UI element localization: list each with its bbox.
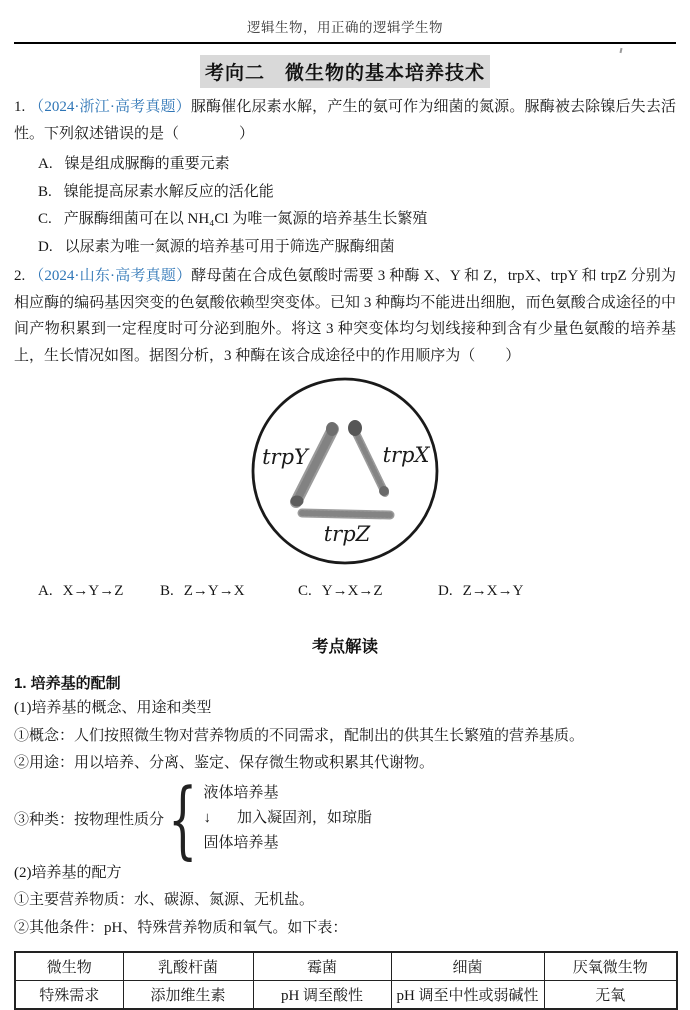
cell-anaerobe: 厌氧微生物 (544, 952, 677, 981)
label-trpY: trpY (262, 445, 308, 469)
option-text: X→Y→Z (62, 583, 124, 599)
question-1-option-a (38, 151, 676, 179)
item-usage: ②用途：用以培养、分离、鉴定、保存微生物或积累其代谢物。 (14, 755, 435, 771)
item-concept-types: (1)培养基的概念、用途和类型 (14, 700, 212, 716)
question-1-option-b (38, 179, 676, 207)
question-1-options (38, 151, 676, 261)
cell-bacteria: 细菌 (391, 952, 544, 981)
option-text: Y→X→Z (321, 583, 383, 599)
question-2-option-c (298, 578, 438, 605)
types-label: ③种类：按物理性质分 (14, 812, 165, 828)
question-2-text: 酵母菌在合成色氨酸时需要 3 种酶 X、Y 和 Z，trpX、trpY 和 trpZ 分别为相应酶的编码基因突变的色氨酸依赖型突变体。已知 3 种酶均不能进出细胞，而色氨酸合成途径的中间产物积累到一定程度时可分泌到胞外。将这 3 种突变体均匀划线接种到含有少量色氨酸的培养基上，生长情况如图。据图分析，3 种酶在该合成途径中的作用顺序为（ ） (14, 268, 676, 364)
question-1-text: 脲酶催化尿素水解，产生的氨可作为细菌的氮源。脲酶被去除镍后失去活性。下列叙述错误的是（ ） (14, 99, 676, 142)
item-other-conditions: ②其他条件：pH、特殊营养物质和氧气。如下表： (14, 919, 348, 936)
question-2-option-a (38, 578, 160, 605)
cell-requirement-header: 特殊需求 (15, 981, 123, 1010)
cell-add-vitamins: 添加维生素 (123, 981, 253, 1010)
option-text: Z→X→Y (462, 583, 524, 599)
section-heading-exam-points: 考点解读 (312, 638, 378, 656)
option-letter: D. (38, 238, 53, 255)
streak-bottom-texture (302, 513, 390, 515)
cell-lactobacillus: 乳酸杆菌 (123, 952, 253, 981)
cell-microbe-header: 微生物 (15, 952, 123, 981)
option-letter: D. (438, 583, 453, 599)
petri-dish-diagram (14, 372, 676, 574)
item-types-brace (14, 769, 676, 868)
table-row-requirement (15, 981, 677, 1010)
question-2-stem (14, 263, 676, 369)
question-1-option-c (38, 206, 676, 234)
solid-medium-line: 固体培养基 (203, 835, 279, 851)
option-letter: B. (38, 183, 52, 200)
option-letter: B. (160, 583, 174, 599)
question-2-option-b (160, 578, 298, 605)
question-2-options (38, 578, 676, 605)
down-arrow-icon: ↓ (203, 810, 211, 826)
label-trpX: trpX (382, 443, 430, 467)
option-text: 镍能提高尿素水解反应的活化能 (63, 183, 274, 200)
cell-no-oxygen: 无氧 (544, 981, 677, 1010)
cell-ph-acidic: pH 调至酸性 (253, 981, 391, 1010)
option-text: 以尿素为唯一氮源的培养基可用于筛选产脲酶细菌 (64, 238, 395, 255)
header-divider (14, 42, 676, 44)
page-title: 考向二 微生物的基本培养技术 (200, 55, 490, 88)
item-recipe: (2)培养基的配方 (14, 864, 122, 881)
solidify-line (203, 806, 372, 831)
question-1-number: 1. (14, 99, 26, 115)
option-letter: A. (38, 156, 53, 172)
option-text: 镍是组成脲酶的重要元素 (64, 156, 230, 172)
item-concept: ①概念：人们按照微生物对营养物质的不同需求，配制出的供其生长繁殖的营养基质。 (14, 727, 585, 744)
petri-dish-svg (245, 372, 445, 569)
option-letter: C. (38, 211, 52, 227)
colony-blob-bottom-right (379, 486, 389, 496)
left-brace: { (168, 769, 198, 868)
header-motto: 逻辑生物，用正确的逻辑学生物 (247, 20, 443, 35)
liquid-medium-line: 液体培养基 (203, 785, 279, 801)
option-text: 产脲酶细菌可在以 NH₄Cl 为唯一氮源的培养基生长繁殖 (63, 211, 428, 227)
label-trpZ: trpZ (323, 522, 371, 546)
cell-ph-neutral: pH 调至中性或弱碱性 (391, 981, 544, 1010)
cell-mold: 霉菌 (253, 952, 391, 981)
question-2-source: （2024·山东·高考真题） (29, 268, 192, 284)
heading-medium-preparation: 1. 培养基的配制 (14, 675, 121, 692)
question-2-number: 2. (14, 268, 26, 284)
page-title-row (14, 55, 676, 88)
colony-blob-top-right (348, 420, 362, 436)
colony-blob-bottom-left (291, 496, 304, 507)
question-1-option-d (38, 234, 676, 262)
question-1-stem (14, 94, 676, 148)
stray-mark (620, 48, 623, 53)
table-row-microbe (15, 952, 677, 981)
streak-right-texture (353, 427, 385, 493)
option-letter: A. (38, 583, 53, 599)
question-2-option-d (438, 578, 523, 605)
option-letter: C. (298, 583, 312, 599)
option-text: Z→Y→X (183, 583, 245, 599)
question-1-source: （2024·浙江·高考真题） (29, 99, 191, 115)
brace-lines (203, 781, 372, 856)
item-nutrients: ①主要营养物质：水、碳源、氮源、无机盐。 (14, 892, 315, 908)
solidify-note: 加入凝固剂，如琼脂 (236, 810, 372, 826)
colony-blob-top-left (326, 422, 338, 436)
